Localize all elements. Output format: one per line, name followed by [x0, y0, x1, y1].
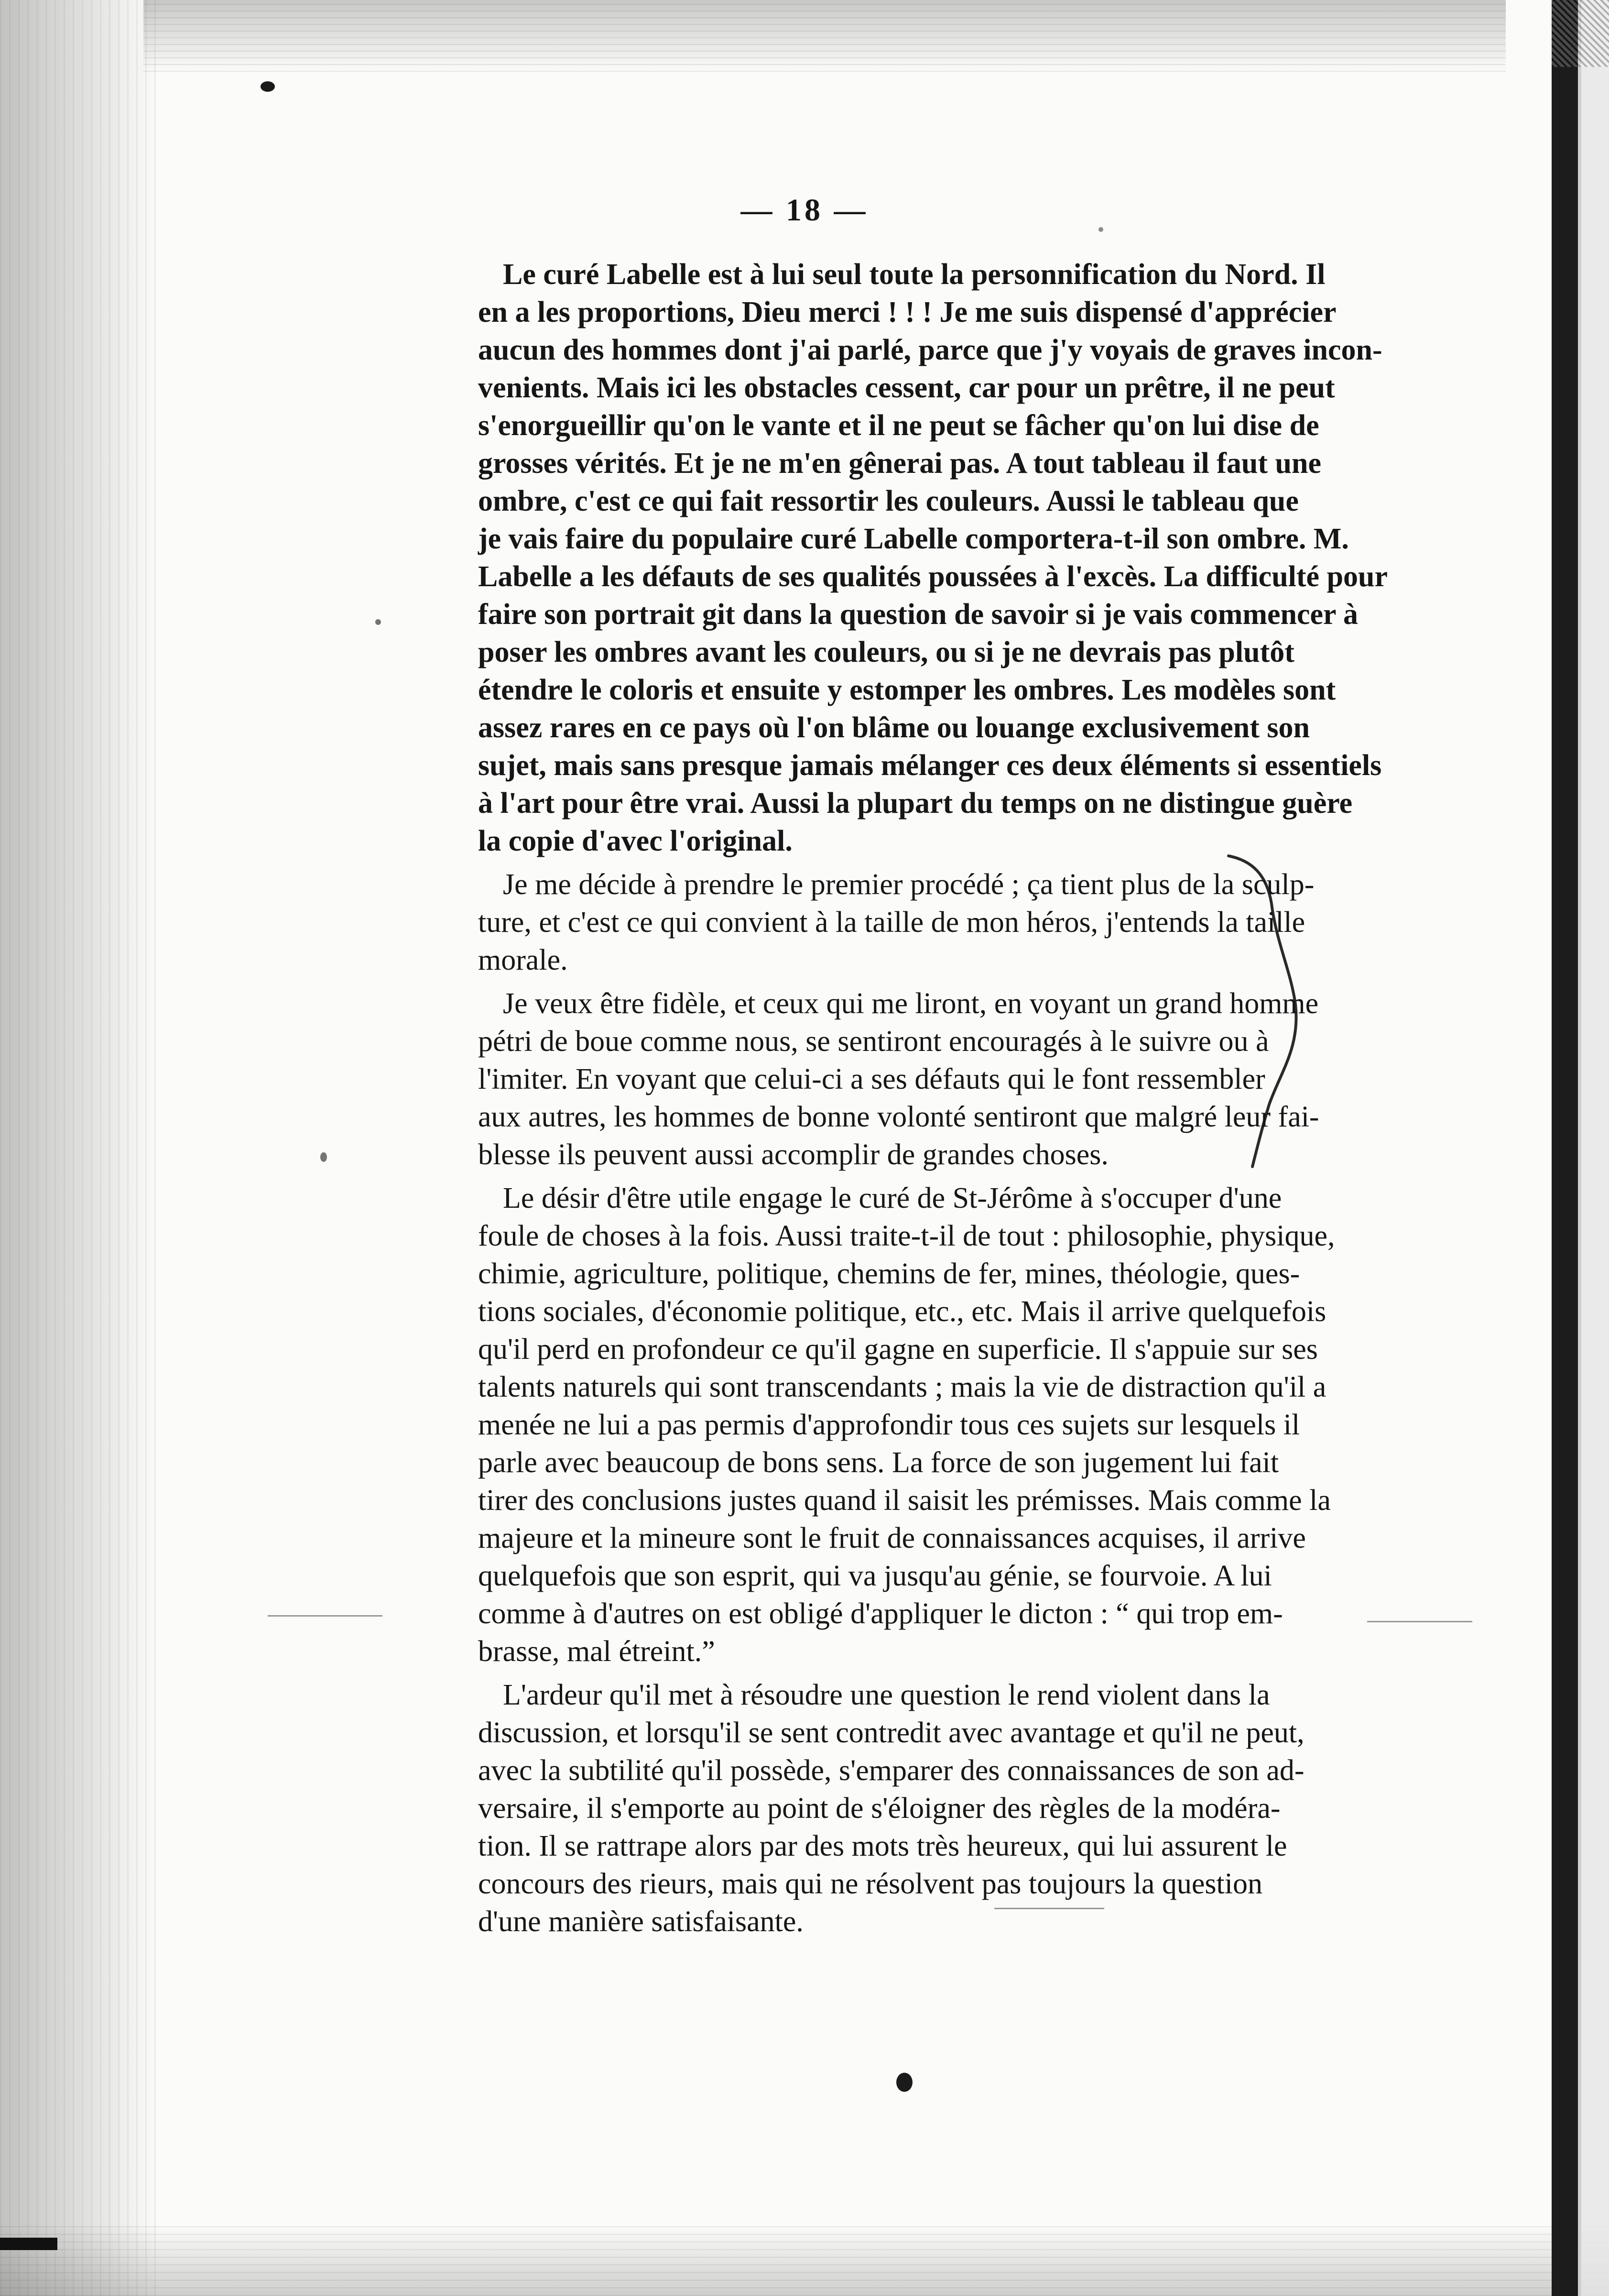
page-number: — 18 — — [740, 193, 869, 228]
paragraph: Je veux être fidèle, et ceux qui me liront, en voyant un grand homme pétri de boue comme nous, se sentiront encouragés à le suivre ou à l'imiter. En voyant que celui-ci a ses défauts qui le font ressembler aux autres, les hommes de bonne volonté sentiront que malgré leur fai- blesse ils peuvent aussi accomplir de grandes choses. — [478, 987, 1319, 1171]
ink-spot — [896, 2073, 913, 2092]
pencil-mark — [268, 1615, 382, 1617]
paragraph: Le désir d'être utile engage le curé de St-Jérôme à s'occuper d'une foule de choses à la fois. Aussi traite-t-il de tout : philosophie, physique, chimie, agriculture, politique, chemins de fer, mines, théologie, ques- tions sociales, d'économie politique, etc., etc. Mais il arrive quelquefois qu'il perd en profondeur ce qu'il gagne en superficie. Il s'appuie sur ses talents naturels qui sont transcendants ; mais la vie de distraction qu'il a menée ne lui a pas permis d'approfondir tous ces sujets sur lesquels il parle avec beaucoup de bons sens. La force de son jugement lui fait tirer des conclusions justes quand il saisit les prémisses. Mais comme la majeure et la mineure sont le fruit de connaissances acquises, il arrive quelquefois que son esprit, qui va jusqu'au génie, se fourvoie. A lui comme à d'autres on est obligé d'appliquer le dicton : “ qui trop em- brasse, mal étreint.” — [478, 1182, 1335, 1668]
scan-corner-mark — [0, 2238, 57, 2250]
body-text — [478, 256, 1448, 1946]
paragraph: Le curé Labelle est à lui seul toute la personnification du Nord. Il en a les proportions, Dieu merci ! ! ! Je me suis dispensé d'apprécier aucun des hommes dont j'ai parlé, parce que j'y voyais de graves incon- venients. Mais ici les obstacles cessent, car pour un prêtre, il ne peut s'enorgueillir qu'on le vante et il ne peut se fâcher qu'on lui dise de grosses vérités. Et je ne m'en gênerai pas. A tout tableau il faut une ombre, c'est ce qui fait ressortir les couleurs. Aussi le tableau que je vais faire du populaire curé Labelle comportera-t-il son ombre. M. Labelle a les défauts de ses qualités poussées à l'excès. La difficulté pour faire son portrait git dans la question de savoir si je vais commencer à poser les ombres avant les couleurs, ou si je ne devrais pas plutôt étendre le coloris et ensuite y estomper les ombres. Les modèles sont assez rares en ce pays où l'on blâme ou louange exclusivement son sujet, mais sans presque jamais mélanger ces deux éléments si essentiels à l'art pour être vrai. Aussi la plupart du temps on ne distingue guère la copie d'avec l'original. — [478, 258, 1388, 857]
scan-edge-bottom — [0, 2224, 1609, 2296]
scan-edge-left — [0, 0, 158, 2296]
ink-spot — [320, 1152, 327, 1162]
scan-edge-right-noise — [1552, 0, 1609, 67]
ink-spot — [375, 619, 381, 625]
paragraph: L'ardeur qu'il met à résoudre une question le rend violent dans la discussion, et lorsqu'il se sent contredit avec avantage et qu'il ne peut, avec la subtilité qu'il possède, s'emparer des connaissances de son ad- versaire, il s'emporte au point de s'éloigner des règles de la modéra- tion. Il se rattrape alors par des mots très heureux, qui lui assurent le concours des rieurs, mais qui ne résolvent pas toujours la question d'une manière satisfaisante. — [478, 1679, 1305, 1938]
ink-spot — [1098, 227, 1103, 232]
paragraph: Je me décide à prendre le premier procédé ; ça tient plus de la sculp- ture, et c'est ce qui convient à la taille de mon héros, j'entends la taille morale. — [478, 868, 1315, 976]
scan-edge-top — [143, 0, 1506, 72]
scan-edge-right — [1552, 0, 1609, 2296]
ink-spot — [261, 81, 275, 92]
